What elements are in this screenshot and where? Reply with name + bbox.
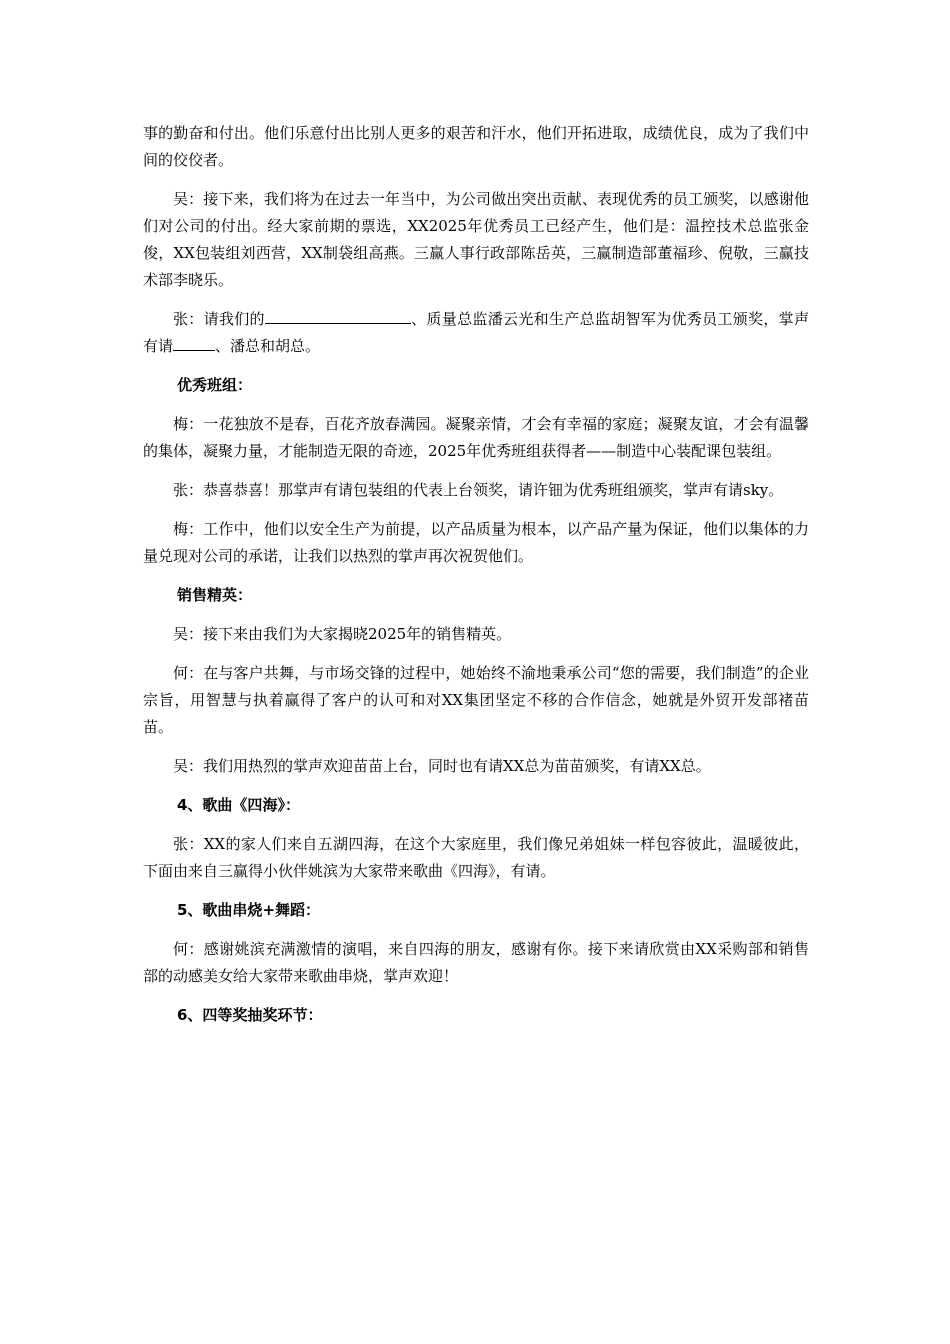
paragraph-5: 张：恭喜恭喜！那掌声有请包装组的代表上台领奖，请许钿为优秀班组颁奖，掌声有请sky。	[173, 481, 784, 499]
paragraph-4: 梅：一花独放不是春，百花齐放春满园。凝聚亲情，才会有幸福的家庭；凝聚友谊，才会有温馨的集体，凝聚力量，才能制造无限的奇迹，2025年优秀班组获得者——制造中心装配课包装组。	[143, 415, 809, 460]
fill-in-blank-2	[173, 333, 215, 351]
paragraph-11: 何：感谢姚滨充满激情的演唱，来自四海的朋友，感谢有你。接下来请欣赏由XX采购部和销售部的动感美女给大家带来歌曲串烧，掌声欢迎！	[143, 940, 809, 985]
heading-fourth-prize-lottery: 6、四等奖抽奖环节：	[177, 1006, 323, 1024]
heading-song-sihai: 4、歌曲《四海》：	[177, 796, 300, 814]
document-page	[143, 120, 809, 1041]
paragraph-3-part-b: 、质量总监潘云光和生产总监胡智军为优秀员工颁奖，掌声有请	[143, 310, 809, 355]
paragraph-7: 吴：接下来由我们为大家揭晓2025年的销售精英。	[173, 625, 512, 643]
heading-excellent-team: 优秀班组：	[177, 376, 253, 394]
paragraph-3-part-c: 、潘总和胡总。	[215, 337, 321, 355]
heading-sales-elite: 销售精英：	[177, 586, 253, 604]
paragraph-2: 吴：接下来，我们将为在过去一年当中，为公司做出突出贡献、表现优秀的员工颁奖，以感谢他们对公司的付出。经大家前期的票选，XX2025年优秀员工已经产生，他们是：温控技术总监张金俊，XX包装组刘西营，XX制袋组高燕。三赢人事行政部陈岳英，三赢制造部董福珍、倪敬，三赢技术部李晓乐。	[143, 190, 809, 289]
fill-in-blank-1	[265, 306, 411, 324]
heading-song-medley-dance: 5、歌曲串烧+舞蹈：	[177, 901, 321, 919]
paragraph-3-part-a: 张：请我们的	[173, 310, 265, 328]
paragraph-1: 事的勤奋和付出。他们乐意付出比别人更多的艰苦和汗水，他们开拓进取，成绩优良，成为了我们中间的佼佼者。	[143, 124, 809, 169]
paragraph-8: 何：在与客户共舞，与市场交锋的过程中，她始终不渝地秉承公司“您的需要，我们制造”的企业宗旨，用智慧与执着赢得了客户的认可和对XX集团坚定不移的合作信念，她就是外贸开发部褚苗苗。	[143, 664, 809, 736]
paragraph-9: 吴：我们用热烈的掌声欢迎苗苗上台，同时也有请XX总为苗苗颁奖，有请XX总。	[173, 757, 711, 775]
paragraph-10: 张：XX的家人们来自五湖四海，在这个大家庭里，我们像兄弟姐妹一样包容彼此，温暖彼此，下面由来自三赢得小伙伴姚滨为大家带来歌曲《四海》，有请。	[143, 835, 809, 880]
paragraph-3	[143, 306, 809, 360]
paragraph-6: 梅：工作中，他们以安全生产为前提，以产品质量为根本，以产品产量为保证，他们以集体的力量兑现对公司的承诺，让我们以热烈的掌声再次祝贺他们。	[143, 520, 809, 565]
